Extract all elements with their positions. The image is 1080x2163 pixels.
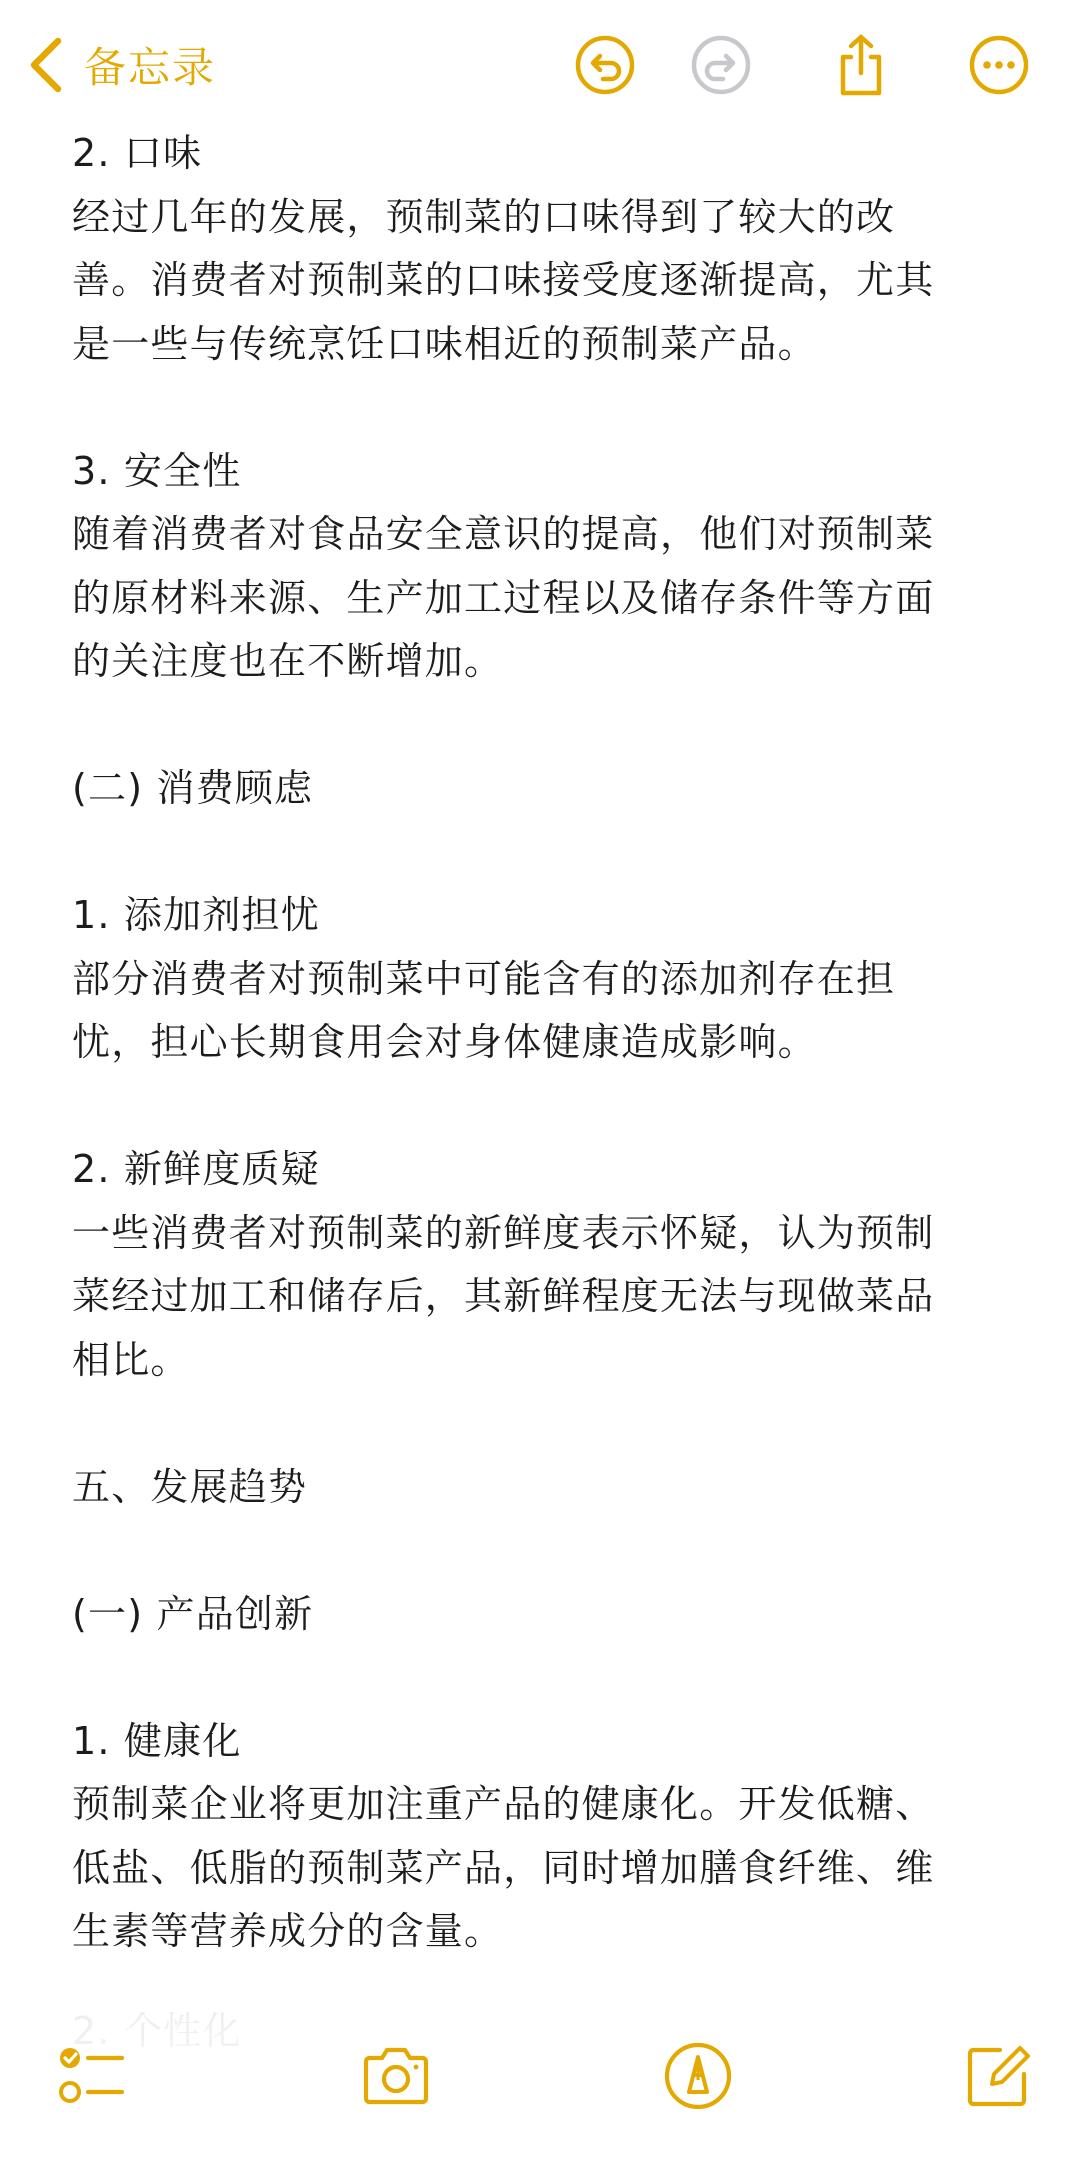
redo-icon	[689, 33, 753, 97]
note-line: 1. 添加剂担忧	[72, 893, 320, 937]
top-toolbar	[0, 0, 1080, 128]
undo-icon	[573, 33, 637, 97]
note-line: 忧，担心长期食用会对身体健康造成影响。	[72, 1020, 817, 1064]
note-line: 相比。	[72, 1337, 190, 1382]
note-blank-line	[72, 1646, 1012, 1710]
note-line: 生素等营养成分的含量。	[72, 1909, 504, 1953]
note-line: 的原材料来源、生产加工过程以及储存条件等方面	[72, 575, 935, 620]
compose-button[interactable]	[958, 2036, 1038, 2116]
note-body[interactable]	[72, 122, 1012, 1964]
note-line: 低盐、低脂的预制菜产品，同时增加膳食纤维、维	[72, 1845, 935, 1890]
note-line: 五、发展趋势	[72, 1464, 308, 1509]
note-line: (二) 消费顾虑	[72, 766, 314, 810]
camera-icon	[360, 2040, 432, 2112]
note-line: 随着消费者对食品安全意识的提高，他们对预制菜	[72, 512, 935, 556]
note-line: 菜经过加工和储存后，其新鲜程度无法与现做菜品	[72, 1274, 935, 1318]
note-blank-line	[72, 376, 1012, 440]
note-line: 1. 健康化	[72, 1718, 242, 1763]
camera-button[interactable]	[356, 2036, 436, 2116]
redo-button[interactable]	[686, 30, 756, 100]
back-button-label: 备忘录	[84, 43, 217, 92]
share-button[interactable]	[826, 30, 896, 100]
note-blank-line	[72, 1075, 1012, 1139]
note-blank-line	[72, 821, 1012, 885]
note-line: 善。消费者对预制菜的口味接受度逐渐提高，尤其	[72, 258, 935, 302]
note-blank-line	[72, 1519, 1012, 1583]
checklist-icon	[56, 2040, 128, 2112]
more-icon	[967, 33, 1031, 97]
markup-pen-icon	[662, 2040, 734, 2112]
compose-icon	[962, 2040, 1034, 2112]
back-button[interactable]	[28, 30, 216, 100]
chevron-left-icon	[28, 37, 64, 93]
note-line: 一些消费者对预制菜的新鲜度表示怀疑，认为预制	[72, 1210, 935, 1255]
note-line: 部分消费者对预制菜中可能含有的添加剂存在担	[72, 956, 896, 1001]
note-line: 2. 口味	[72, 131, 203, 175]
bottom-toolbar	[0, 1953, 1080, 2163]
note-line: 的关注度也在不断增加。	[72, 639, 504, 683]
share-icon	[829, 33, 893, 97]
note-blank-line	[72, 1392, 1012, 1456]
note-line: 是一些与传统烹饪口味相近的预制菜产品。	[72, 321, 817, 366]
note-line: (一) 产品创新	[72, 1591, 314, 1636]
more-button[interactable]	[964, 30, 1034, 100]
checklist-button-area[interactable]	[52, 2036, 132, 2116]
note-line: 预制菜企业将更加注重产品的健康化。开发低糖、	[72, 1782, 935, 1826]
note-line: 经过几年的发展，预制菜的口味得到了较大的改	[72, 194, 896, 239]
note-blank-line	[72, 694, 1012, 758]
note-line: 2. 新鲜度质疑	[72, 1147, 320, 1191]
undo-button[interactable]	[570, 30, 640, 100]
markup-button[interactable]	[658, 2036, 738, 2116]
note-line: 3. 安全性	[72, 448, 242, 493]
